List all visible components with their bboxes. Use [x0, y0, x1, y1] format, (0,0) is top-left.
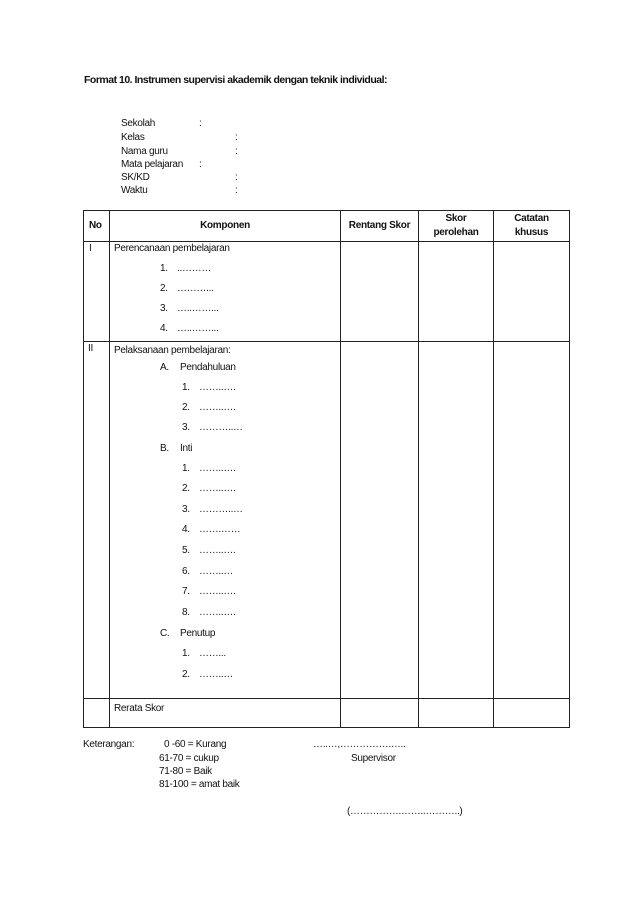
group-letter: A. [160, 362, 169, 373]
section-2-catatan-cell [494, 342, 570, 699]
group-letter: C. [160, 628, 170, 639]
rerata-label-cell [110, 699, 341, 728]
list-item-text: …..……... [177, 303, 219, 314]
list-item-text: ……..…. [199, 586, 236, 597]
section-2-title: Pelaksanaan pembelajaran: [114, 345, 231, 356]
rerata-rentang-cell [341, 699, 419, 728]
info-label-mata-pelajaran: Mata pelajaran [121, 159, 183, 170]
signature-name-placeholder: (…………….……..………..) [347, 806, 463, 817]
table-row-section-2 [84, 342, 570, 699]
list-item-text: ………..… [199, 504, 243, 515]
list-item-number: 1. [182, 648, 190, 659]
header-catatan-khusus [494, 211, 570, 242]
info-label-waktu: Waktu [121, 185, 148, 196]
list-item-text: ……..…. [199, 463, 236, 474]
info-label-nama-guru: Nama guru [121, 146, 168, 157]
list-item-text: ……..…. [199, 382, 236, 393]
list-item-number: 4. [182, 524, 190, 535]
section-1-rentang-cell [341, 242, 419, 342]
section-1-skor-cell [419, 242, 494, 342]
list-item-number: 2. [182, 669, 190, 680]
list-item-number: 1. [182, 463, 190, 474]
header-komponen: Komponen [110, 211, 341, 242]
list-item-number: 2. [160, 283, 168, 294]
rerata-skor-label: Rerata Skor [114, 703, 165, 714]
rerata-catatan-cell [494, 699, 570, 728]
legend-row-amat-baik: 81-100 = amat baik [159, 779, 240, 790]
list-item-number: 6. [182, 566, 190, 577]
list-item-text: ……... [199, 648, 226, 659]
list-item-number: 2. [182, 402, 190, 413]
group-name: Inti [180, 443, 193, 454]
legend-row-baik: 71-80 = Baik [159, 766, 212, 777]
info-label-sk-kd: SK/KD [121, 172, 150, 183]
header-skor-line2: perolehan [433, 227, 479, 238]
list-item-number: 3. [160, 303, 168, 314]
legend-row-kurang: 0 -60 = Kurang [164, 739, 227, 750]
section-2-rentang-cell [341, 342, 419, 699]
list-item-number: 3. [182, 504, 190, 515]
table-row-section-1 [84, 242, 570, 342]
header-skor-line1: Skor [445, 213, 467, 224]
table-header-row [84, 211, 570, 242]
table-row-rerata [84, 699, 570, 728]
section-1-no: I [89, 243, 92, 254]
info-colon-nama-guru: : [235, 146, 238, 157]
signature-role: Supervisor [351, 753, 396, 764]
list-item-text: ……..… [199, 566, 234, 577]
header-skor-perolehan [419, 211, 494, 242]
section-2-skor-cell [419, 342, 494, 699]
list-item-text: ..……… [177, 263, 212, 274]
header-catatan-line1: Catatan [514, 213, 549, 224]
info-colon-mata-pelajaran: : [199, 159, 202, 170]
list-item-number: 1. [182, 382, 190, 393]
section-1-catatan-cell [494, 242, 570, 342]
info-label-kelas: Kelas [121, 132, 145, 143]
list-item-text: ……..…. [199, 545, 236, 556]
info-colon-sekolah: : [199, 118, 202, 129]
section-2-komponen-cell [110, 342, 341, 699]
section-1-komponen-cell [110, 242, 341, 342]
list-item-number: 3. [182, 422, 190, 433]
list-item-text: …….…… [199, 524, 241, 535]
document-title: Format 10. Instrumen supervisi akademik dengan teknik individual: [84, 74, 388, 86]
rerata-skor-cell [419, 699, 494, 728]
header-rentang-skor: Rentang Skor [341, 211, 419, 242]
group-name: Penutup [180, 628, 216, 639]
supervision-table [83, 210, 570, 728]
info-colon-waktu: : [235, 185, 238, 196]
list-item-number: 4. [160, 323, 168, 334]
list-item-number: 1. [160, 263, 168, 274]
list-item-text: ……..…. [199, 607, 236, 618]
list-item-number: 8. [182, 607, 190, 618]
section-1-no-cell [84, 242, 110, 342]
header-no: No [84, 211, 110, 242]
legend-label: Keterangan: [83, 739, 135, 750]
group-letter: B. [160, 443, 169, 454]
section-2-no-cell [84, 342, 110, 699]
group-name: Pendahuluan [180, 362, 236, 373]
list-item-number: 5. [182, 545, 190, 556]
info-label-sekolah: Sekolah [121, 118, 156, 129]
list-item-text: ………... [177, 283, 214, 294]
list-item-text: ……..…. [199, 402, 236, 413]
section-2-no: II [88, 343, 93, 354]
info-colon-kelas: : [235, 132, 238, 143]
legend-row-cukup: 61-70 = cukup [159, 753, 219, 764]
section-1-title: Perencanaan pembelajaran [114, 243, 230, 254]
rerata-no-cell [84, 699, 110, 728]
list-item-text: ……..…. [199, 483, 236, 494]
list-item-number: 7. [182, 586, 190, 597]
list-item-text: …..……... [177, 323, 219, 334]
info-colon-sk-kd: : [235, 172, 238, 183]
header-catatan-line2: khusus [514, 227, 549, 238]
list-item-text: ……..… [199, 669, 234, 680]
signature-place-date: …..…,…………….….. [313, 739, 406, 750]
list-item-number: 2. [182, 483, 190, 494]
list-item-text: ………..… [199, 422, 243, 433]
